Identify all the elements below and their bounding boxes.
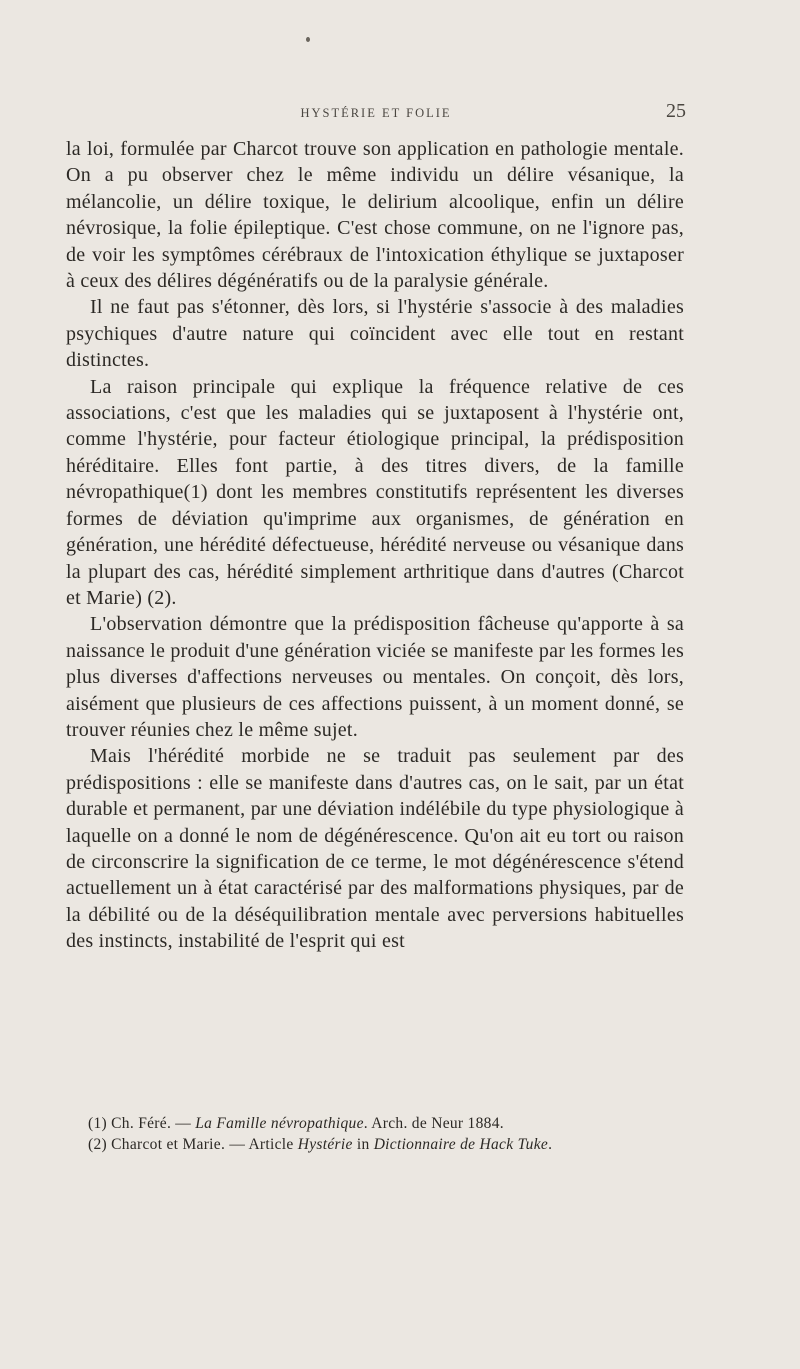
paragraph: la loi, formulée par Charcot trouve son application en pathologie mentale. On a pu observer chez le même individu un délire vésanique, la mélancolie, un délire toxique, le delirium alcoolique, enfin un délire névrosique, la folie épileptique. C'est chose commune, on ne l'ignore pas, de voir les symptômes cérébraux de l'intoxication éthylique se juxtaposer à ceux des délires dégénératifs ou de la paralysie générale. <box>66 138 684 293</box>
footnote-marker: (1) <box>88 1115 107 1132</box>
paragraph: Il ne faut pas s'étonner, dès lors, si l'hystérie s'associe à des maladies psychiques d'autre nature qui coïncident avec elle tout en restant distinctes. <box>66 296 684 372</box>
paragraph: L'observation démontre que la prédisposition fâcheuse qu'apporte à sa naissance le produit d'une génération viciée se manifeste par les formes les plus diverses d'affections nerveuses ou mentales. On conçoit, dès lors, aisément que plusieurs de ces affections puissent, à un moment donné, se trouver réunies chez le même sujet. <box>66 613 684 741</box>
footnote-title: La Famille névropathique <box>195 1115 364 1132</box>
footnote-text: . Arch. de Neur 1884. <box>363 1115 504 1132</box>
footnote-text: Ch. Féré. — <box>106 1115 196 1132</box>
paragraph: Mais l'hérédité morbide ne se traduit pas seulement par des prédispositions : elle se manifeste dans d'autres cas, on le sait, par un état durable et permanent, par une déviation indélébile du type physiologique à laquelle on a donné le nom de dégénérescence. Qu'on ait eu tort ou raison de circonscrire la signification de ce terme, le mot dégénérescence s'étend actuellement un à état caractérisé par des malformations physiques, par de la débilité ou de la déséquilibration mentale avec perversions habituelles des instincts, instabilité de l'esprit qui est <box>66 745 684 953</box>
footnote <box>66 1134 684 1155</box>
paragraph: La raison principale qui explique la fréquence relative de ces associations, c'est que les maladies qui se juxtaposent à l'hystérie ont, comme l'hystérie, pour facteur étiologique principal, la prédisposition héréditaire. Elles font partie, à des titres divers, de la famille névropathique(1) dont les membres constitutifs représentent les diverses formes de déviation qu'imprime aux organismes, de génération en génération, une hérédité défectueuse, hérédité nerveuse ou vésanique dans la plupart des cas, hérédité simplement arthritique dans d'autres (Charcot et Marie) (2). <box>66 375 684 609</box>
footnotes <box>66 1113 684 1155</box>
footnote <box>66 1113 684 1134</box>
footnote-marker: (2) <box>88 1136 107 1153</box>
footnote-title: Hystérie <box>297 1136 353 1153</box>
body-text <box>66 136 684 955</box>
print-speck <box>306 37 310 42</box>
running-title: HYSTÉRIE ET FOLIE <box>300 106 452 120</box>
footnote-title: Dictionnaire de Hack Tuke <box>373 1136 549 1153</box>
footnote-text: . <box>548 1136 553 1153</box>
footnote-text: Charcot et Marie. — Article <box>106 1136 298 1153</box>
page-header <box>66 100 686 126</box>
page-number: 25 <box>666 100 686 122</box>
footnote-text: in <box>352 1136 374 1153</box>
